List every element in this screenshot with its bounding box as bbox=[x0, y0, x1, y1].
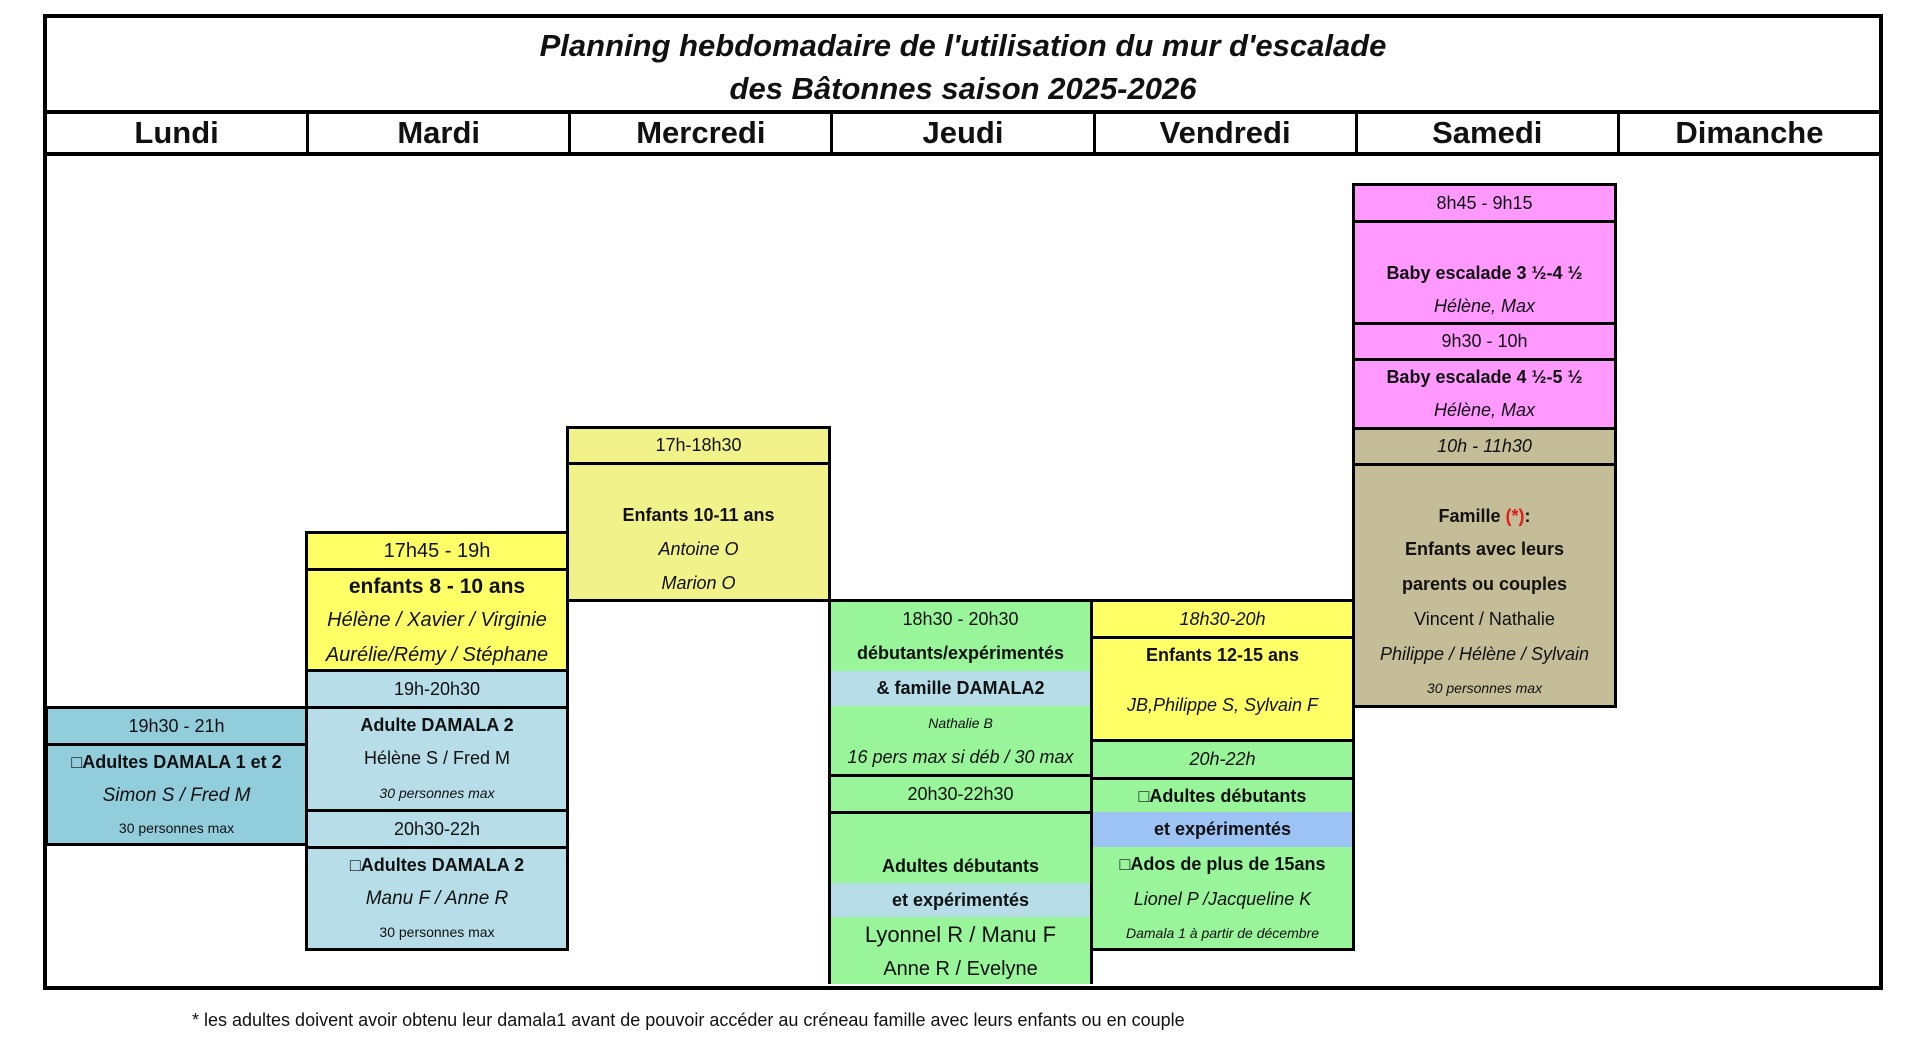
slot-time: 18h30-20h bbox=[1093, 602, 1352, 636]
slot-time: 9h30 - 10h bbox=[1441, 331, 1528, 351]
slot-title: Adulte DAMALA 2 bbox=[308, 706, 566, 741]
slot-vendredi-adultes bbox=[1090, 739, 1355, 951]
slot-time: 10h - 11h30 bbox=[1437, 436, 1532, 456]
slot-coach: Simon S / Fred M bbox=[102, 784, 251, 806]
slot-coach: Lionel P /Jacqueline K bbox=[1133, 889, 1312, 909]
slot-samedi-baby-1 bbox=[1352, 183, 1617, 325]
slot-coach: Hélène / Xavier / Virginie bbox=[327, 609, 547, 631]
slot-samedi-famille bbox=[1352, 427, 1617, 708]
slot-coach: Aurélie/Rémy / Stéphane bbox=[325, 643, 549, 666]
slot-coach: Antoine O bbox=[658, 539, 739, 559]
slot-coach: Hélène, Max bbox=[1433, 295, 1536, 316]
slot-title: □Adultes débutants bbox=[1093, 777, 1352, 812]
slot-title: et expérimentés bbox=[831, 883, 1090, 917]
slot-jeudi-debutants bbox=[828, 599, 1093, 777]
slot-coach: JB,Philippe S, Sylvain F bbox=[1093, 671, 1352, 739]
slot-title bbox=[1355, 463, 1614, 532]
slot-max: 30 personnes max bbox=[118, 820, 235, 836]
day-header-dimanche: Dimanche bbox=[1675, 115, 1824, 150]
slot-title: □Adultes DAMALA 1 et 2 bbox=[48, 743, 305, 778]
slot-time: 17h-18h30 bbox=[655, 435, 742, 455]
famille-colon: : bbox=[1524, 505, 1531, 526]
slot-time: 8h45 - 9h15 bbox=[1436, 192, 1533, 213]
slot-vendredi-enfants bbox=[1090, 599, 1355, 742]
slot-max: 30 personnes max bbox=[379, 785, 495, 801]
slot-coach: Lyonnel R / Manu F bbox=[864, 921, 1057, 947]
slot-max: 16 pers max si déb / 30 max bbox=[847, 746, 1074, 767]
slot-title: & famille DAMALA2 bbox=[831, 671, 1090, 706]
day-header-jeudi: Jeudi bbox=[833, 114, 1095, 152]
slot-time: 19h-20h30 bbox=[393, 678, 481, 699]
slot-title: et expérimentés bbox=[1093, 812, 1352, 847]
slot-title: enfants 8 - 10 ans bbox=[308, 568, 566, 603]
slot-mardi-adultes-damala2-late bbox=[305, 809, 569, 951]
slot-time: 19h30 - 21h bbox=[128, 715, 225, 736]
day-header-row bbox=[47, 110, 1879, 156]
slot-time: 20h30-22h bbox=[393, 818, 481, 839]
slot-title: parents ou couples bbox=[1401, 574, 1568, 594]
page-title bbox=[47, 18, 1879, 110]
day-header-mercredi: Mercredi bbox=[571, 114, 833, 152]
slot-title: Baby escalade 3 ½-4 ½ bbox=[1355, 220, 1614, 290]
slot-title: Enfants 10-11 ans bbox=[569, 462, 828, 532]
slot-mercredi-enfants bbox=[566, 426, 831, 602]
slot-title: Enfants avec leurs bbox=[1404, 539, 1565, 559]
slot-coach: Vincent / Nathalie bbox=[1414, 609, 1555, 629]
slot-mardi-enfants bbox=[305, 531, 569, 672]
slot-coach: Anne R / Evelyne bbox=[883, 958, 1038, 980]
slot-time: 20h-22h bbox=[1189, 749, 1256, 769]
slot-coach: Hélène S / Fred M bbox=[363, 748, 511, 768]
famille-asterisk: (*) bbox=[1505, 505, 1525, 526]
slot-coach: Marion O bbox=[661, 572, 736, 593]
title-line-1: Planning hebdomadaire de l'utilisation du mur d'escalade bbox=[539, 28, 1387, 63]
slot-title: débutants/expérimentés bbox=[856, 643, 1065, 663]
day-header-vendredi: Vendredi bbox=[1096, 114, 1358, 152]
slot-time: 17h45 - 19h bbox=[383, 539, 491, 562]
slot-time: 18h30 - 20h30 bbox=[902, 608, 1019, 629]
slot-title: □Ados de plus de 15ans bbox=[1119, 854, 1326, 874]
famille-label: Famille bbox=[1438, 505, 1501, 526]
footnote: * les adultes doivent avoir obtenu leur damala1 avant de pouvoir accéder au créneau famille avec leurs enfants ou en couple bbox=[192, 1010, 1185, 1030]
slot-coach: Hélène, Max bbox=[1433, 399, 1536, 420]
day-header-mardi: Mardi bbox=[309, 114, 571, 152]
day-header-samedi: Samedi bbox=[1358, 114, 1620, 152]
slot-coach: Philippe / Hélène / Sylvain bbox=[1379, 644, 1590, 664]
slot-title: Adultes débutants bbox=[831, 811, 1090, 883]
slot-note: Damala 1 à partir de décembre bbox=[1126, 924, 1319, 941]
slot-coach: Manu F / Anne R bbox=[365, 887, 509, 909]
slot-jeudi-adultes bbox=[828, 774, 1093, 984]
title-line-2: des Bâtonnes saison 2025-2026 bbox=[729, 71, 1197, 106]
slot-title: Enfants 12-15 ans bbox=[1093, 636, 1352, 671]
day-header-lundi: Lundi bbox=[47, 114, 309, 152]
slot-title: □Adultes DAMALA 2 bbox=[308, 846, 566, 881]
slot-lundi-adultes bbox=[45, 706, 308, 846]
slot-samedi-baby-2 bbox=[1352, 322, 1617, 430]
slot-coach: Nathalie B bbox=[928, 715, 993, 731]
slot-max: 30 personnes max bbox=[379, 924, 495, 940]
slot-max: 30 personnes max bbox=[1426, 680, 1543, 696]
slot-mardi-adulte-damala2 bbox=[305, 669, 569, 812]
slot-time: 20h30-22h30 bbox=[907, 783, 1014, 804]
slot-title: Baby escalade 4 ½-5 ½ bbox=[1355, 358, 1614, 393]
